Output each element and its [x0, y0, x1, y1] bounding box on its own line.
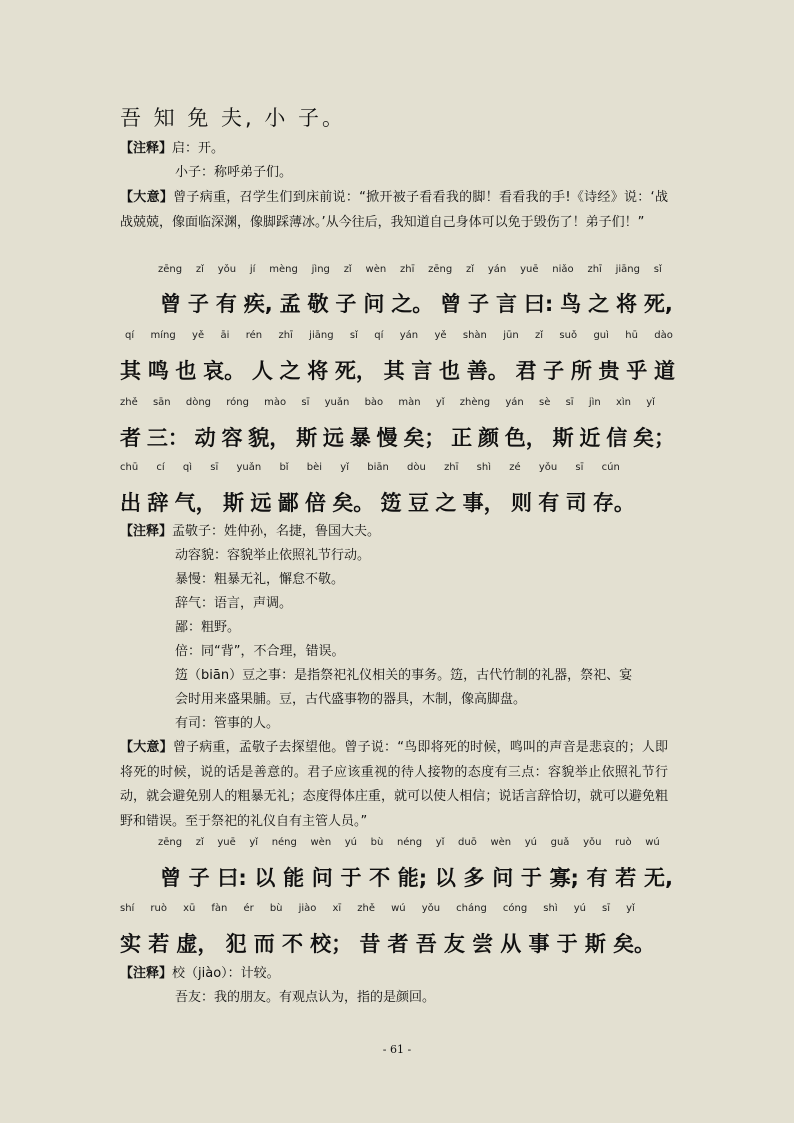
pinyin-syllable: zhī: [399, 264, 415, 275]
pinyin-syllable: ruò: [615, 837, 632, 848]
classical-char: 敬: [307, 292, 329, 316]
pinyin-syllable: yán: [487, 264, 507, 275]
pinyin-syllable: fàn: [211, 903, 228, 914]
pinyin-syllable: yán: [399, 330, 419, 341]
classical-char: 之: [279, 359, 301, 383]
note1-line2: 小子：称呼弟子们。: [175, 165, 293, 180]
classical-char: 无,: [643, 866, 673, 890]
classical-char: 动: [194, 426, 216, 450]
classical-char: 言: [495, 292, 517, 316]
pinyin-syllable: yǒu: [421, 903, 441, 914]
pinyin-syllable: yǐ: [340, 462, 349, 473]
classical-char: 矣。: [332, 491, 375, 515]
classical-char: 子: [187, 292, 209, 316]
pinyin-syllable: shàn: [462, 330, 487, 341]
pinyin-syllable: suǒ: [559, 330, 578, 341]
classical-char: 犯: [225, 932, 247, 956]
pinyin-syllable: zǐ: [195, 264, 204, 275]
note2-item: 会时用来盛果脯。豆，古代盛事物的器具，木制，像高脚盘。: [175, 692, 527, 707]
note2-item: 倍：同“背”，不合理，错误。: [175, 644, 345, 659]
pinyin-syllable: xī: [332, 903, 342, 914]
classical-char: 倍: [304, 491, 326, 515]
classical-row: [160, 862, 673, 892]
note3-line2: 吾友：我的朋友。有观点认为，指的是颜回。: [175, 990, 436, 1005]
classical-char: 则: [510, 491, 532, 515]
note2-item: 有司：管事的人。: [175, 716, 280, 731]
pinyin-syllable: niǎo: [552, 264, 574, 275]
pinyin-syllable: sī: [210, 462, 219, 473]
classical-char: 远: [322, 426, 344, 450]
classical-char: 其: [120, 359, 141, 383]
classical-char: 慢: [376, 426, 398, 450]
classical-char: 者: [120, 426, 141, 450]
pinyin-syllable: zhèng: [459, 397, 491, 408]
pinyin-syllable: bǐ: [279, 462, 289, 473]
classical-char: 人: [251, 359, 273, 383]
classical-char: 之。: [391, 292, 434, 316]
pinyin-syllable: dòng: [185, 397, 212, 408]
classical-char: 斯: [222, 491, 244, 515]
pinyin-syllable: wèn: [490, 837, 512, 848]
pinyin-syllable: wú: [391, 903, 406, 914]
classical-char: 存。: [592, 491, 635, 515]
pinyin-row: [120, 903, 635, 914]
pinyin-syllable: duō: [458, 837, 477, 848]
pinyin-syllable: guǎ: [550, 837, 570, 848]
classical-char: 有: [538, 491, 560, 515]
pinyin-syllable: shí: [120, 903, 135, 914]
summary2-text: 曾子病重，孟敬子去探望他。曾子说：“鸟即将死的时候，鸣叫的声音是悲哀的；人即将死的时候，说的话是善意的。君子应该重视的待人接物的态度有三点：容貌举止依照礼节行动，就会避免别人的粗暴无礼；态度得体庄重，就可以使人相信；说话言辞恰切，就可以避免粗野和错误。至于祭祀的礼仪自有主管人员。”: [120, 740, 668, 829]
pinyin-syllable: yán: [505, 397, 524, 408]
pinyin-syllable: mào: [264, 397, 287, 408]
pinyin-syllable: zhě: [357, 903, 376, 914]
pinyin-syllable: mèng: [269, 264, 298, 275]
note1-text1: 启：开。: [172, 141, 225, 156]
pinyin-syllable: yě: [192, 330, 205, 341]
pinyin-syllable: wèn: [365, 264, 387, 275]
classical-char: 所: [570, 359, 592, 383]
classical-char: 曾: [440, 292, 462, 316]
pinyin-syllable: qì: [182, 462, 193, 473]
classical-char: 事，: [462, 491, 505, 515]
pinyin-syllable: cí: [156, 462, 165, 473]
classical-char: 气，: [174, 491, 217, 515]
pinyin-syllable: zhī: [278, 330, 293, 341]
classical-char: 矣；: [633, 426, 675, 450]
pinyin-syllable: ruò: [150, 903, 167, 914]
pinyin-syllable: sè: [539, 397, 551, 408]
classical-char: 问: [492, 866, 514, 890]
note2-item: 暴慢：粗暴无礼，懈怠不敬。: [175, 572, 345, 587]
pinyin-syllable: zhī: [587, 264, 602, 275]
classical-char: 斯: [296, 426, 318, 450]
pinyin-syllable: yǒu: [583, 837, 602, 848]
classical-char: 子: [543, 359, 565, 383]
classical-char: 鄙: [277, 491, 299, 515]
classical-char: 友: [443, 932, 465, 956]
note2-line: [120, 520, 380, 544]
pinyin-syllable: yǒu: [217, 264, 237, 275]
classical-char: 死，: [334, 359, 377, 383]
classical-char: 者: [387, 932, 409, 956]
pinyin-syllable: zēng: [158, 264, 183, 275]
pinyin-syllable: dào: [654, 330, 673, 341]
classical-char: 道: [653, 359, 675, 383]
classical-char: 若: [148, 932, 170, 956]
pinyin-syllable: yuǎn: [324, 397, 350, 408]
classical-char: 虚，: [176, 932, 219, 956]
pinyin-syllable: míng: [150, 330, 176, 341]
classical-char: 笾: [380, 491, 402, 515]
pinyin-syllable: biān: [367, 462, 389, 473]
pinyin-syllable: bèi: [306, 462, 323, 473]
classical-char: 实: [120, 932, 141, 956]
classical-char: 斯: [552, 426, 574, 450]
classical-char: 以: [254, 866, 276, 890]
pinyin-syllable: shì: [543, 903, 558, 914]
classical-char: 容: [221, 426, 243, 450]
classical-char: 死,: [643, 292, 673, 316]
classical-char: 貌，: [248, 426, 291, 450]
classical-char: 校；: [310, 932, 353, 956]
classical-char: 斯: [584, 932, 606, 956]
classical-char: 正: [451, 426, 473, 450]
pinyin-syllable: cháng: [456, 903, 487, 914]
classical-char: 乎: [626, 359, 648, 383]
pinyin-syllable: shì: [476, 462, 491, 473]
note3-text1: 校（jiào）：计较。: [172, 966, 280, 981]
pinyin-syllable: zǐ: [343, 264, 352, 275]
pinyin-syllable: yuē: [520, 264, 539, 275]
classical-char: 三：: [146, 426, 189, 450]
classical-char: 矣。: [613, 932, 655, 956]
classical-char: 于: [520, 866, 542, 890]
page-number: - 61 -: [382, 1043, 412, 1056]
classical-char: 将: [615, 292, 637, 316]
classical-char: 若: [615, 866, 637, 890]
classical-char: 子: [335, 292, 357, 316]
pinyin-syllable: yǒu: [538, 462, 558, 473]
pinyin-row: [120, 462, 620, 473]
classical-char: 能: [283, 866, 305, 890]
classical-char: 远: [250, 491, 272, 515]
pinyin-syllable: cún: [601, 462, 620, 473]
pinyin-syllable: wú: [645, 837, 660, 848]
note2-item: 辞气：语言，声调。: [175, 596, 293, 611]
classical-char: 能;: [397, 866, 428, 890]
classical-char: 也: [175, 359, 197, 383]
note1-label: 【注释】: [120, 141, 173, 156]
classical-char: 子: [468, 292, 490, 316]
classical-char: 有: [586, 866, 608, 890]
classical-char: 曰:: [523, 292, 554, 316]
classical-char: 贵: [598, 359, 620, 383]
note2-item: 动容貌：容貌举止依照礼节行动。: [175, 548, 371, 563]
classical-char: 事: [528, 932, 550, 956]
classical-char: 鸟: [560, 292, 582, 316]
pinyin-syllable: cóng: [502, 903, 528, 914]
pinyin-syllable: zhī: [444, 462, 459, 473]
note2-label: 【注释】: [120, 524, 173, 539]
top-classical-line: 吾 知 免 夫, 小 子。: [120, 106, 347, 130]
pinyin-syllable: bù: [269, 903, 283, 914]
pinyin-syllable: yǐ: [435, 837, 445, 848]
summary1-paragraph: [120, 186, 668, 235]
pinyin-syllable: sī: [301, 397, 310, 408]
classical-char: 子: [188, 866, 210, 890]
pinyin-syllable: chū: [120, 462, 139, 473]
classical-char: 之: [588, 292, 610, 316]
classical-row: [120, 928, 655, 958]
pinyin-syllable: yuē: [217, 837, 236, 848]
pinyin-syllable: yě: [434, 330, 447, 341]
classical-char: 也: [439, 359, 461, 383]
classical-char: 于: [556, 932, 578, 956]
pinyin-syllable: jiāng: [615, 264, 640, 275]
classical-char: 孟: [279, 292, 301, 316]
pinyin-syllable: jìn: [588, 397, 601, 408]
classical-char: 有: [215, 292, 237, 316]
classical-char: 而: [253, 932, 275, 956]
note2-item: 笾（biān）豆之事：是指祭祀礼仪相关的事务。笾，古代竹制的礼器，祭祀、宴: [175, 668, 633, 683]
pinyin-syllable: āi: [220, 330, 230, 341]
pinyin-syllable: sī: [575, 462, 584, 473]
pinyin-syllable: yǐ: [435, 397, 445, 408]
pinyin-syllable: guì: [593, 330, 609, 341]
pinyin-row: [158, 837, 660, 848]
classical-char: 从: [500, 932, 522, 956]
classical-char: 尝: [472, 932, 494, 956]
classical-char: 司: [565, 491, 587, 515]
classical-char: 以: [434, 866, 456, 890]
pinyin-syllable: zhě: [120, 397, 138, 408]
classical-char: 多: [463, 866, 485, 890]
pinyin-syllable: jí: [249, 264, 256, 275]
pinyin-syllable: dòu: [407, 462, 426, 473]
pinyin-syllable: sǐ: [349, 330, 358, 341]
classical-char: 言: [411, 359, 433, 383]
classical-char: 哀。: [203, 359, 246, 383]
pinyin-syllable: jūn: [503, 330, 519, 341]
note2-item: 鄙：粗野。: [175, 620, 241, 635]
pinyin-syllable: yǐ: [646, 397, 655, 408]
pinyin-syllable: sī: [602, 903, 611, 914]
classical-row: [120, 355, 675, 385]
classical-char: 近: [579, 426, 601, 450]
classical-char: 曰:: [217, 866, 247, 890]
pinyin-syllable: zēng: [158, 837, 183, 848]
summary1-text: 曾子病重，召学生们到床前说：“掀开被子看看我的脚！看看我的手!《诗经》说：‘战战兢兢，像面临深渊，像脚踩薄冰。’从今往后，我知道自己身体可以免于毁伤了！弟子们！”: [120, 190, 668, 230]
pinyin-syllable: sī: [565, 397, 574, 408]
classical-char: 出: [120, 491, 141, 515]
classical-row: [120, 422, 675, 452]
pinyin-syllable: yú: [344, 837, 358, 848]
classical-char: 问: [311, 866, 333, 890]
classical-char: 疾,: [243, 292, 273, 316]
pinyin-syllable: xìn: [615, 397, 631, 408]
classical-char: 色，: [504, 426, 547, 450]
pinyin-syllable: jìng: [311, 264, 330, 275]
classical-char: 颜: [477, 426, 499, 450]
classical-char: 信: [606, 426, 628, 450]
pinyin-syllable: qí: [374, 330, 384, 341]
pinyin-syllable: qí: [125, 330, 135, 341]
pinyin-syllable: zǐ: [535, 330, 544, 341]
pinyin-syllable: bù: [370, 837, 384, 848]
pinyin-syllable: ér: [243, 903, 254, 914]
pinyin-syllable: zǐ: [195, 837, 204, 848]
classical-row: [160, 288, 673, 318]
classical-char: 矣；: [403, 426, 446, 450]
classical-row: [120, 487, 635, 517]
pinyin-syllable: jiào: [298, 903, 317, 914]
note2-item: 孟敬子：姓仲孙，名捷，鲁国大夫。: [172, 524, 381, 539]
pinyin-syllable: zēng: [428, 264, 453, 275]
classical-char: 曾: [160, 292, 181, 316]
classical-char: 善。: [466, 359, 509, 383]
classical-char: 之: [435, 491, 457, 515]
note3-line1: [120, 962, 280, 986]
pinyin-syllable: zǐ: [466, 264, 475, 275]
pinyin-syllable: sān: [152, 397, 171, 408]
pinyin-row: [125, 330, 673, 341]
classical-char: 不: [281, 932, 303, 956]
summary2-label: 【大意】: [120, 740, 173, 755]
note1-line1: [120, 137, 224, 161]
pinyin-syllable: néng: [271, 837, 297, 848]
classical-char: 辞: [147, 491, 169, 515]
classical-char: 寡;: [549, 866, 579, 890]
classical-char: 豆: [407, 491, 429, 515]
note3-label: 【注释】: [120, 966, 173, 981]
pinyin-syllable: yǐ: [249, 837, 259, 848]
classical-char: 曾: [160, 866, 181, 890]
pinyin-syllable: róng: [226, 397, 249, 408]
pinyin-syllable: yú: [573, 903, 586, 914]
summary1-label: 【大意】: [120, 190, 174, 205]
pinyin-syllable: xū: [183, 903, 196, 914]
classical-char: 鸣: [147, 359, 169, 383]
pinyin-row: [158, 264, 662, 275]
pinyin-syllable: màn: [398, 397, 421, 408]
summary2-paragraph: [120, 736, 668, 834]
pinyin-syllable: rén: [245, 330, 263, 341]
classical-char: 昔: [359, 932, 381, 956]
pinyin-row: [120, 397, 655, 408]
pinyin-syllable: zé: [509, 462, 521, 473]
pinyin-syllable: yǐ: [626, 903, 635, 914]
pinyin-syllable: yuǎn: [236, 462, 262, 473]
classical-char: 君: [515, 359, 537, 383]
pinyin-syllable: jiāng: [309, 330, 334, 341]
classical-char: 其: [383, 359, 405, 383]
pinyin-syllable: bào: [364, 397, 384, 408]
classical-char: 暴: [349, 426, 371, 450]
classical-char: 不: [369, 866, 391, 890]
pinyin-syllable: hū: [625, 330, 638, 341]
pinyin-syllable: néng: [396, 837, 423, 848]
pinyin-syllable: sǐ: [653, 264, 662, 275]
classical-char: 问: [363, 292, 385, 316]
pinyin-syllable: yú: [524, 837, 538, 848]
classical-char: 于: [340, 866, 362, 890]
classical-char: 吾: [415, 932, 437, 956]
pinyin-syllable: wèn: [310, 837, 332, 848]
classical-char: 将: [307, 359, 329, 383]
